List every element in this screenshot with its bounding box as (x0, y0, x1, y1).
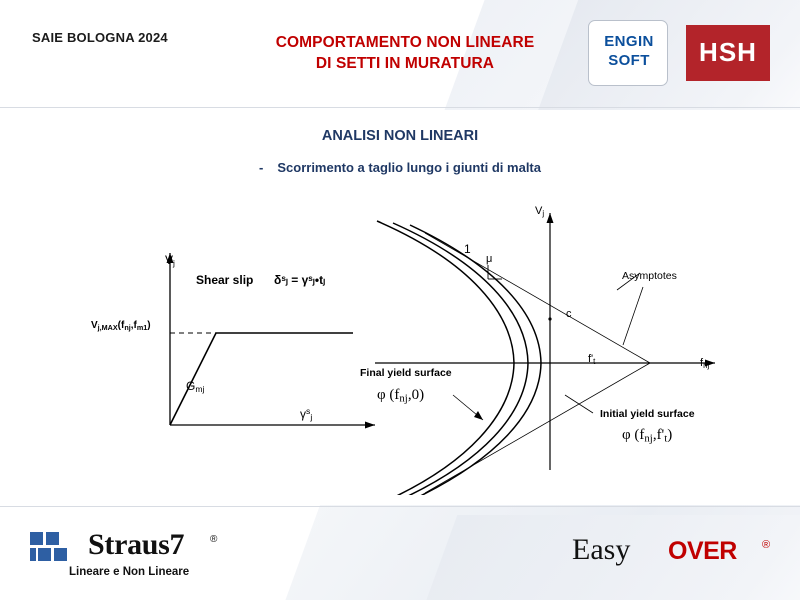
event-label: SAIE BOLOGNA 2024 (32, 30, 168, 45)
right-y-axis-arrow (547, 213, 554, 223)
enginsoft-logo-line-1: ENGIN (604, 33, 654, 50)
title-line-1: COMPORTAMENTO NON LINEARE (275, 34, 535, 51)
bullet-text: Scorrimento a taglio lungo i giunti di malta (277, 160, 541, 175)
initial-surface-leader (565, 395, 593, 413)
final-surface-formula: φ $(f_{nj},0)$ (377, 387, 425, 405)
enginsoft-logo-line-2: SOFT (608, 52, 650, 69)
bullet-dash: - (259, 160, 264, 175)
enginsoft-logo (588, 20, 668, 86)
straus7-logo (30, 528, 330, 588)
easyover-logo (572, 533, 782, 577)
header-divider (0, 107, 800, 108)
section-bullet (0, 160, 800, 175)
straus7-logo-registered: ® (210, 534, 218, 545)
yield-curve-middle (393, 223, 528, 495)
final-surface-arrow (474, 411, 483, 420)
cohesion-label: c (566, 308, 572, 320)
final-surface-label: Final yield surface (360, 367, 452, 379)
straus7-logo-text: Straus7 (88, 528, 185, 561)
slope-numerator-label: 1 (464, 242, 471, 256)
figure-area (0, 195, 800, 505)
slope-mu-label: μ (486, 253, 493, 265)
tensile-strength-label: $f'_t$ (588, 353, 596, 366)
right-x-axis-label: $f_{nj}$ (700, 357, 710, 370)
cohesion-point (548, 317, 551, 320)
asymptotes-label: Asymptotes (622, 270, 677, 282)
initial-surface-label: Initial yield surface (600, 408, 695, 420)
hsh-logo-text: HSH (699, 37, 757, 67)
slide-title (230, 32, 580, 74)
left-slope-label: $G_{mj}$ (186, 379, 205, 395)
hsh-logo (686, 25, 770, 81)
asymptote-lower (425, 363, 650, 493)
easyover-logo-over: OVER (668, 537, 737, 565)
left-x-axis-label: $\gamma^s_j$ (300, 406, 313, 423)
straus7-logo-square-5 (30, 548, 36, 561)
asymptote-leader-2 (623, 287, 643, 345)
right-y-axis-label: $V_j$ (535, 205, 545, 218)
left-annotation-title: Shear slip δˢⱼ = γˢⱼ•tⱼ (196, 273, 326, 287)
straus7-logo-square-2 (46, 532, 59, 545)
left-plateau-label: $V_{j,MAX}(f_{nj},f_{m1})$ (91, 320, 151, 332)
straus7-logo-square-1 (30, 532, 43, 545)
section-subtitle: ANALISI NON LINEARI (321, 128, 479, 144)
easyover-logo-registered: ® (762, 539, 771, 551)
left-y-axis-label: $V_j$ (165, 253, 175, 269)
footer-divider (0, 506, 800, 507)
asymptote-upper (425, 233, 650, 363)
straus7-logo-tagline: Lineare e Non Lineare (69, 566, 190, 578)
title-line-2: DI SETTI IN MURATURA (315, 55, 495, 72)
yield-surface-diagram (355, 195, 775, 495)
straus7-logo-square-3 (38, 548, 51, 561)
initial-surface-formula: φ $(f_{nj},f'_t)$ (622, 427, 673, 445)
easyover-logo-easy: Easy (572, 533, 631, 566)
straus7-logo-square-4 (54, 548, 67, 561)
